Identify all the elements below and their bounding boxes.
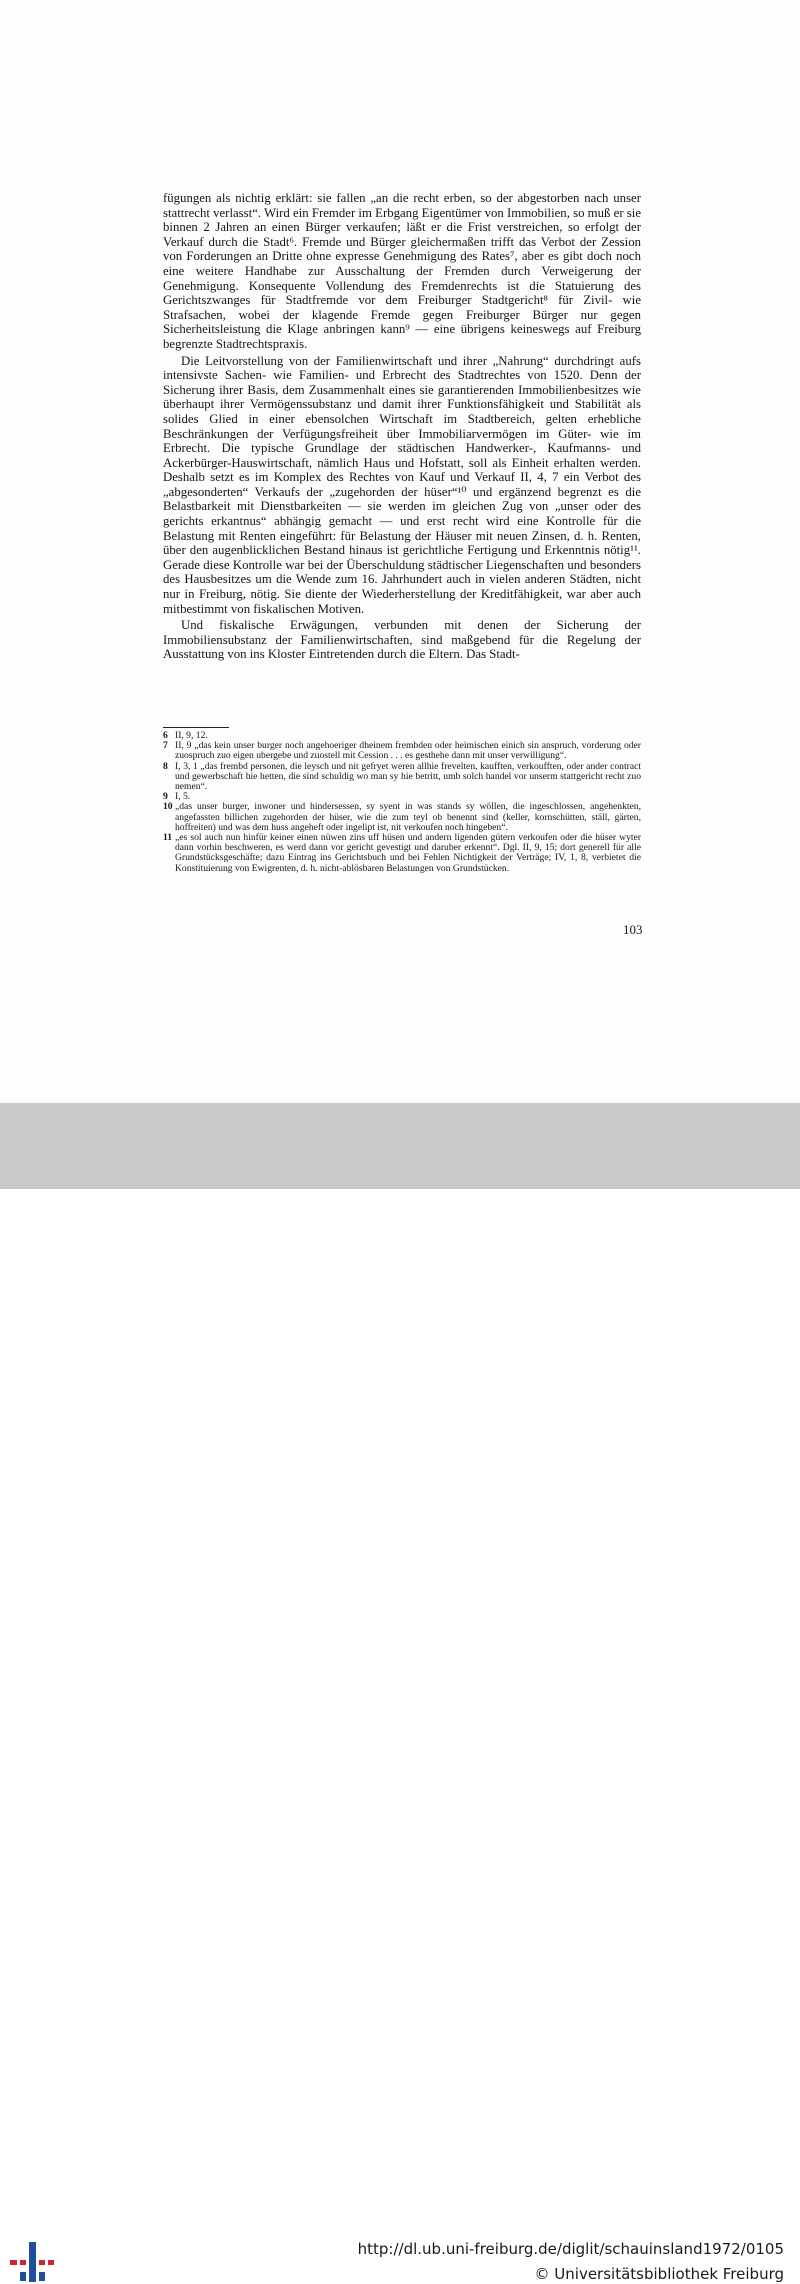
footnote-8 — [163, 762, 641, 793]
page-number: 103 — [623, 922, 643, 937]
paragraph-3: Und fiskalische Erwägungen, verbunden mit denen der Sicherung der Immobiliensubstanz der Familienwirtschaften, sind maßgebend für die Regelung der Ausstattung von ins Kloster Eintretenden durch die Eltern. Das Stadt- — [163, 618, 641, 662]
source-url-link[interactable]: http://dl.ub.uni-freiburg.de/diglit/schauinsland1972/0105 — [357, 2240, 784, 2258]
footnote-10 — [163, 802, 641, 833]
footnote-text: II, 9, 12. — [175, 730, 208, 741]
footnote-text: II, 9 „das kein unser burger noch angehoeriger dheinem frembden oder heimischen einich sin anspruch, vorderung oder zuospruch zuo eigen ubergebe und zuostell mit Cession . . . es gesthehe dann mit unser verwilligung“. — [175, 740, 641, 762]
footnote-number: 7 — [163, 740, 168, 752]
footnote-number: 6 — [163, 730, 168, 741]
footnote-divider — [163, 727, 229, 728]
footnote-text: „es sol auch nun hinfür keiner einen nüwen zins uff hüsen und andern ligenden gütern verkoufen oder die hüser wyter dann vorhin beschweren, es werd dann vor gericht gevestigt und daruber erkennt“. Dgl. II, 9, 15; dort generell für alle Grundstücksgeschäfte; dazu Eintrag ins Gerichtsbuch und bei Fehlen Nichtigkeit der Verträge; IV, 1, 8, verbietet die Konstituierung von Ewigrenten, d. h. nicht-ablösbaren Belastungen von Grundstücken. — [175, 832, 641, 874]
footnote-number: 10 — [163, 801, 173, 813]
footnote-number: 9 — [163, 791, 168, 803]
scanned-page — [0, 0, 800, 1103]
footnotes — [163, 731, 641, 874]
ub-freiburg-logo-icon — [10, 2240, 54, 2284]
paragraph-1: fügungen als nichtig erklärt: sie fallen „an die recht erben, so der abgestorben nach unser stattrecht verlasst“. Wird ein Fremder im Erbgang Eigentümer von Immobilien, so muß er sie binnen 2 Jahren an einen Bürger verkaufen; läßt er die Frist verstreichen, so erfolgt der Verkauf durch die Stadt⁶. Fremde und Bürger gleichermaßen trifft das Verbot der Zession von Forderungen an Dritte ohne expresse Genehmigung des Rates⁷, aber es gibt doch noch eine weitere Handhabe zur Ausschaltung der Fremden durch Verweigerung der Genehmigung. Konsequente Vollendung des Fremdenrechts ist die Statuierung des Gerichtszwanges für Stadtfremde vor dem Freiburger Stadtgericht⁸ für Zivil- wie Strafsachen, wobei der klagende Fremde gegen Freiburger Bürger nur gegen Sicherheitsleistung die Klage anbringen kann⁹ — eine übrigens keineswegs auf Freiburg begrenzte Stadtrechtspraxis. — [163, 191, 641, 351]
footer-bar — [0, 1103, 800, 2283]
footnote-11 — [163, 833, 641, 874]
paragraph-2: Die Leitvorstellung von der Familienwirtschaft und ihrer „Nahrung“ durchdringt aufs intensivste Sachen- wie Familien- und Erbrecht des Stadtrechtes von 1520. Denn der Sicherung ihrer Basis, dem Zusammenhalt eines sie garantierenden Immobilienbesitzes wie überhaupt ihrer Vermögenssubstanz und damit ihrer Funktionsfähigkeit und Stabilität als solides Glied in einer ebensolchen Wirtschaft im Stadtbereich, gelten erhebliche Beschränkungen der Verfügungsfreiheit über Immobiliarvermögen im Güter- wie im Erbrecht. Die typische Grundlage der städtischen Handwerker-, Kaufmanns- und Ackerbürger-Hauswirtschaft, nämlich Haus und Hofstatt, soll als Einheit erhalten werden. Deshalb setzt es im Komplex des Rechtes von Kauf und Verkauf II, 4, 7 ein Verbot des „abgesonderten“ Verkaufs der „zugehorden der hüser“¹⁰ und ergänzend begrenzt es die Belastbarkeit mit Dienstbarkeiten — sie werden im gleichen Zug von „unser oder des gerichts erkantnus“ abhängig gemacht — und erst recht wird eine Kontrolle für die Belastung mit Renten eingeführt: für Belastung der Häuser mit neuen Zinsen, d. h. Renten, über den augenblicklichen Bestand hinaus ist gerichtliche Fertigung und Erkenntnis nötig¹¹. Gerade diese Kontrolle war bei der Überschuldung städtischer Liegenschaften und besonders des Hausbesitzes um die Wende zum 16. Jahrhundert auch in vielen anderen Städten, nicht nur in Freiburg, nötig. Sie diente der Wiederherstellung der Kreditfähigkeit, war aber auch mitbestimmt von fiskalischen Motiven. — [163, 353, 641, 616]
footnote-7 — [163, 741, 641, 761]
footnote-number: 8 — [163, 760, 168, 772]
footnote-text: I, 3, 1 „das frembd personen, die leysch und nit gefryet weren allhie frevelten, kaufften, verkoufften, oder ander contract und gewerbschaft hie hetten, die sind schuldig wo man sy hie betritt, umb solch handel vor unserm stattgericht recht zuo nemen“. — [175, 760, 641, 793]
footnote-text: I, 5. — [175, 791, 191, 803]
copyright-text: © Universitätsbibliothek Freiburg — [534, 2265, 784, 2283]
body-text — [163, 191, 641, 662]
footnote-number: 11 — [163, 832, 173, 844]
footnote-text: „das unser burger, inwoner und hindersessen, sy syent in was stands sy wöllen, die ingeschlossen, angehenkten, angefassten billichen zugehorden der hüser, wie die zum teyl ob benennt sind (keller, kornschütten, ställ, gärten, hoffreiten) und was dem huss angeheft oder ingelipt ist, nit verkoufen noch hingeben“. — [175, 801, 641, 833]
